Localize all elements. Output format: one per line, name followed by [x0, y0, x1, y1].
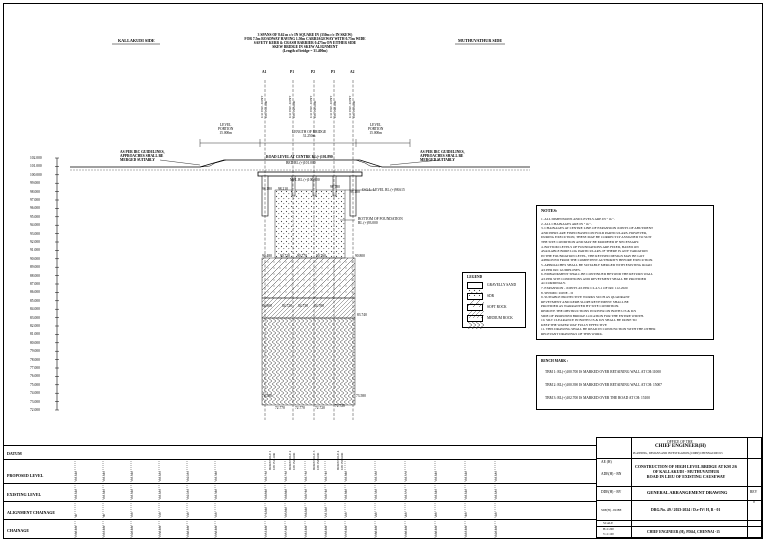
scale-label: 95.000 [30, 214, 40, 219]
joint-label-p1: C/O EXP. JOINT CH.1526.000 [288, 95, 296, 118]
borehole-1: BOREHOLE 1 CH:1511.000 [268, 450, 276, 470]
table-cell: 1600.000 [434, 525, 438, 537]
table-cell: 101.570 [404, 489, 408, 499]
note-line: RELEVANT DRAWINGS OF THIS WORK. [541, 332, 603, 336]
scale-label: 89.000 [30, 265, 40, 270]
left-side-label: KALLAKUDI SIDE [118, 38, 155, 43]
note-line: 3. CHAINAGES AT CENTRE LINE OF EXPANSION JOINTS OF ABUTMENT [541, 226, 654, 231]
tb-rev: REV [750, 490, 758, 494]
table-cell: 101.330 [374, 471, 378, 481]
note-line: APPROVED FROM THE COMPETENT AUTHORITY BEFORE EXECUTION. [541, 258, 654, 263]
title-block [596, 437, 762, 538]
level-72770-b: 72.770 [295, 406, 305, 410]
table-cell: 101.300 [214, 471, 218, 481]
scale-label: 72.000 [30, 408, 40, 412]
table-cell: 100 [130, 512, 134, 517]
level-90720: 90.720 [280, 254, 290, 258]
scale-label: 92.000 [30, 240, 40, 244]
scale-label: 78.000 [30, 357, 40, 362]
table-cell: 101.730 [264, 471, 268, 481]
level-98210: 98.210 [278, 187, 288, 191]
table-cell: 102.235 [186, 489, 190, 499]
table-cell: 160 [214, 512, 218, 517]
tb-dde: DDE(H) - BV [601, 490, 622, 494]
note-line: DURING EXECUTION, THESE MAY BE CORRECTLY ASSIGNED TO SUIT [541, 235, 652, 240]
scale-label: 73.000 [30, 399, 40, 404]
table-cell: 101.620 [74, 489, 78, 499]
note-line: 7. EXPANSION - JOINTS AS PER CL.4.5.1 OF IRC 112-2020 [541, 286, 628, 290]
scale-label: 97.000 [30, 198, 40, 202]
note-line: THE SITE CONDITION AND MAY BE MODIFIED IF NECESSARY. [541, 240, 639, 244]
note-line: 5. APPROACHES SHALL BE SUITABLY MERGED WITH EXISTING ROAD [541, 263, 652, 267]
table-cell: 101.745 [324, 471, 328, 481]
level-83740: 83.740 [357, 313, 367, 317]
table-cell: 100.800 [284, 489, 288, 499]
table-cell: 101.655 [494, 471, 498, 481]
header-line-3: SAFETY KERB & CRASH BARRIER 0.475m ON EITHER SIDE [253, 41, 357, 45]
table-cell: 1551.000 [264, 525, 268, 537]
tb-ae: AE (H) [601, 460, 612, 464]
tb-chief-footer: CHIEF ENGINEER (H), PD&I, CHENNAI -15 [647, 530, 720, 534]
scale-label: 84.000 [30, 307, 40, 312]
scale-label: 98.000 [30, 189, 40, 194]
table-cell: 1557.000 [284, 525, 288, 537]
table-cell: 1565.000 [324, 525, 328, 537]
level-84730: 84.730 [298, 304, 308, 308]
legend-swatch-medrock [467, 315, 483, 322]
note-line: REVETMENT AND KERB SLOPE REVETMENT SHALL BE [541, 299, 629, 304]
level-84780: 84.780 [314, 304, 324, 308]
scale-label: 81.000 [30, 332, 40, 337]
scale-label: 101.000 [30, 164, 42, 169]
note-line: 1. ALL DIMENSIONS AND LEVELS ARE IN " m ". [541, 217, 615, 221]
scale-label: 76.000 [30, 374, 40, 379]
notes-title: NOTES: [541, 208, 558, 213]
scale-label: 77.000 [30, 366, 40, 370]
header-line-2: FOR 7.5m ROADWAY HAVING 1.50m CARRIAGEWAY WITH 0.75m WIDE [244, 37, 366, 41]
column-letter-a1: A1 [262, 70, 267, 74]
note-line: AS PER IRC GUIDELINES. [541, 267, 581, 272]
note-line: 2. ALL CHAINAGES ARE IN " m ". [541, 221, 592, 226]
scale-label: 91.000 [30, 248, 40, 253]
note-line: AND PIERS ARE FIXED BASED ON FOLD PARTICULARS. HOWEVER, [541, 230, 648, 235]
table-cell: 183.900 [284, 507, 288, 517]
tb-scale-h: H=1:200 [603, 527, 614, 531]
legend-title: LEGEND [467, 275, 483, 279]
table-cell: 100.700 [304, 489, 308, 499]
joint-label-a2: C/O EXP. JOINT CH.1553.000 [348, 95, 356, 118]
note-line: 6. EMBANKMENT SHALL BE CONTINUED BEYOND THE RETURN WALL [541, 272, 654, 277]
guideline-right: AS PER IRC GUIDELINES, APPROACHES SHALL BE MERGED SUITABLY [420, 150, 465, 162]
table-cell: 60 [74, 514, 78, 517]
scale-label: 85.000 [30, 298, 40, 303]
scale-label: 90.000 [30, 256, 40, 261]
column-letter-p3: P3 [331, 70, 335, 74]
note-line: 9. SUITABLE PROTECTIVE WORKS SUCH AS QUADRANT [541, 295, 630, 300]
column-letter-a2: A2 [350, 70, 355, 74]
table-cell: 101.665 [102, 489, 106, 499]
note-line: 11. THIS DRAWING SHALL BE READ IN CONJUNCTION WITH THE OTHER [541, 327, 656, 332]
scale-label: 94.000 [30, 223, 40, 228]
table-cell: 1590.000 [404, 525, 408, 537]
row-label-existing: EXISTING LEVEL [7, 492, 42, 497]
note-line: AVAILABLE BORE LOG PARTICULARS. IF THERE IS ANY VARIATION [541, 249, 648, 254]
row-label-chainage: CHAINAGE [7, 528, 30, 533]
table-cell: 101.820 [130, 489, 134, 499]
level-98180: 98.180 [262, 187, 272, 191]
legend-swatch-sdr [467, 293, 483, 300]
table-cell: 101.800 [344, 489, 348, 499]
stratum-soft-rock [262, 298, 355, 318]
table-cell: 1561.000 [304, 525, 308, 537]
legend-swatch-gravel [467, 282, 483, 289]
table-cell: 1620.000 [494, 525, 498, 537]
table-cell: 194.600 [304, 507, 308, 517]
scale-label: 86.000 [30, 290, 40, 295]
dim-level-portion-left: LEVEL PORTION 15.000m [218, 123, 234, 135]
note-line: PROVIDED AS WARRANTED BY SITE CONDITION. [541, 304, 620, 309]
note-line: IN THE FOUNDATION LEVEL, THE REVISED DESIGN MAY BE GOT [541, 253, 645, 258]
row-label-proposed: PROPOSED LEVEL [7, 473, 44, 478]
header-line-1: 3 SPANS OF 8.62 m c/c IN SQUARE IN (330m c/c IN SKEW) [257, 33, 353, 37]
tb-sdde: SDE(H) - P.DBE [601, 508, 622, 512]
notes-panel [536, 205, 714, 340]
deck [258, 172, 362, 176]
table-cell: 1530.000 [158, 525, 162, 537]
note-line: ACCORDINGLY. [541, 281, 566, 286]
level-90760: 90.760 [316, 254, 326, 258]
foundation-label: BOTTOM OF FOUNDATION RL (+)93.000 [358, 217, 403, 225]
column-letter-p1: P1 [290, 70, 294, 74]
legend [462, 272, 526, 328]
table-cell: 280 [434, 512, 438, 517]
table-cell: 80 [102, 514, 106, 517]
scale-label: 93.000 [30, 231, 40, 236]
table-cell: 220 [344, 512, 348, 517]
scale-label: 82.000 [30, 324, 40, 328]
guideline-left: AS PER IRC GUIDELINES, APPROACHES SHALL BE MERGED SUITABLY [120, 150, 165, 162]
joint-label-p3: C/O EXP. JOINT CH.1541.000 [329, 95, 337, 118]
table-cell: 1610.000 [464, 525, 468, 537]
table-cell: 101.570 [404, 471, 408, 481]
note-line: REMOVE THE OBSTRUCTIONS IN RIVER ON BOTH U/S & D/S [541, 309, 637, 313]
table-cell: 1500.000 [74, 525, 78, 537]
table-cell: 260 [404, 512, 408, 517]
level-72720-c: 72.720 [315, 406, 325, 410]
level-90770: 90.770 [297, 254, 307, 258]
table-cell: 101.800 [344, 471, 348, 481]
stratum-sdr [262, 258, 355, 298]
bench-mark-panel [536, 355, 714, 410]
bench-mark-3: TBM 3: RL(+)102.700 IS MARKED OVER THE ROAD AT CH: 15100 [545, 396, 651, 400]
level-90800: 90.800 [355, 254, 365, 258]
level-98100: 98.100 [350, 190, 360, 194]
joint-label-a1: C/O EXP. JOINT CH.1511.000 [260, 95, 268, 118]
scale-label: 100.000 [30, 172, 42, 177]
table-cell: 1510.000 [102, 525, 106, 537]
table-cell: 1550.000 [214, 525, 218, 537]
table-cell: 300 [464, 512, 468, 517]
scale-label: 75.000 [30, 382, 40, 387]
table-cell: 101.730 [284, 471, 288, 481]
note-line: 8. SEISMIC ZONE - II [541, 290, 573, 295]
table-cell: 101.655 [494, 489, 498, 499]
table-cell: 101.665 [102, 471, 106, 481]
bench-mark-title: BENCH MARK : [541, 359, 569, 363]
legend-label-gravel: GRAVELLY SAND [487, 283, 517, 287]
note-line: SIDE OF PROPOSED BRIDGE LOCATION FOR THE ENTIRE WIDTH. [541, 313, 644, 318]
table-cell: 101.665 [434, 489, 438, 499]
table-cell: 101.665 [434, 471, 438, 481]
bed-level-label: BED RL (+)101.000 [286, 161, 316, 165]
ogl-label: O.G.L. LEVEL RL (+)98.615 [362, 188, 405, 192]
legend-swatch-softrock [467, 304, 483, 311]
road-level-label: ROAD LEVEL AT CENTRE RL(+)101.890 [266, 155, 333, 159]
stratum-gravelly-sand [275, 190, 345, 258]
borehole-3: BOREHOLE 3 CH:1533.000 [312, 450, 320, 470]
scale-label: 74.000 [30, 391, 40, 396]
scale-label: 88.000 [30, 273, 40, 278]
tb-chief: CHIEF ENGINEER(H) [655, 444, 706, 449]
scale-label: 79.000 [30, 349, 40, 354]
table-cell: 140 [186, 512, 190, 517]
level-73580: 73.580 [356, 394, 366, 398]
table-cell: 320 [494, 512, 498, 517]
tb-office: OFFICE OF THE [667, 440, 693, 444]
legend-label-sdr: SDR [487, 294, 494, 298]
table-cell: 101.730 [304, 471, 308, 481]
drawing-header [240, 33, 370, 53]
level-84720: 84.720 [282, 304, 292, 308]
mfl-label: MFL RL (+)100.900 [290, 178, 320, 182]
borehole-4: BOREHOLE 4 CH:1553.000 [336, 450, 344, 470]
table-cell: 101.620 [74, 471, 78, 481]
table-cell: 101.620 [464, 489, 468, 499]
note-line: AS PER SITE CONDITIONS AND REVETMENT SHALL BE PROVIDED [541, 276, 647, 281]
level-72770-a: 72.770 [275, 406, 285, 410]
profile-table [3, 445, 596, 539]
table-cell: 1520.000 [130, 525, 134, 537]
scale-label: 87.000 [30, 282, 40, 286]
header-line-4: SKEW BRIDGE IN SKEW ALIGNMENT [272, 45, 338, 49]
table-cell: 1570.000 [344, 525, 348, 537]
table-cell: 102.235 [186, 471, 190, 481]
bench-mark-2: TBM 2: RL(+)100.390 IS MARKED OVER RETAINING WALL AT CH: 15007 [545, 383, 662, 387]
level-90480: 90.480 [262, 254, 272, 258]
legend-label-medrock: MEDIUM ROCK [487, 316, 513, 320]
column-letter-p2: P2 [311, 70, 315, 74]
dim-level-portion-right: LEVEL PORTION 15.000m [368, 123, 384, 135]
borehole-2: BOREHOLE 2 CH:1520.000 [288, 450, 296, 470]
level-72720-d: 72.720 [335, 404, 345, 408]
tb-scale-v: V=1:100 [603, 532, 614, 536]
row-label-alignment: ALIGNMENT CHAINAGE [7, 510, 56, 515]
tb-office-sub: PLANNING, DESIGNS AND INVESTIGATION,(CDIPP) CHENNAI 600 015 [633, 452, 723, 455]
dim-length-of-bridge: LENGTH OF BRIDGE 31.250m [292, 130, 327, 138]
table-cell: 100.740 [324, 489, 328, 499]
bench-mark-1: TBM 1: RL(+)100.700 IS MARKED OVER RETAINING WALL AT CH:11000 [545, 370, 661, 374]
scale-label: 102.000 [30, 156, 42, 160]
table-cell: 101.300 [214, 489, 218, 499]
table-cell: 174.000 [264, 507, 268, 517]
table-cell: 101.330 [374, 489, 378, 499]
table-cell: 100.900 [264, 489, 268, 499]
tb-rev-val: 0 [753, 500, 755, 504]
right-side-label: MUTHUVATHUR SIDE [458, 38, 503, 43]
table-cell: 101.635 [158, 489, 162, 499]
table-cell: 101.820 [130, 471, 134, 481]
joint-label-p2: C/O EXP. JOINT CH.1533.000 [309, 95, 317, 118]
table-cell: 120 [158, 512, 162, 517]
tb-project: CONSTRUCTION OF HIGH LEVEL BRIDGE AT KM 2/6 OF KALLAKUDI - MUTHUVATHUR ROAD IN LIEU OF EXISTING CAUSEWAY [635, 464, 738, 479]
scale-label: 83.000 [30, 315, 40, 320]
level-98780: 98.780 [330, 185, 340, 189]
scale-label: 80.000 [30, 340, 40, 345]
header-line-5: (Length of bridge = 31.400m) [282, 49, 328, 53]
level-74580: 74.580 [262, 394, 272, 398]
tb-scale-label: SCALE [603, 521, 614, 525]
level-84800: 84.800 [262, 304, 272, 308]
table-cell: 1540.000 [186, 525, 190, 537]
tb-drawing: GENERAL ARRANGEMENT DRAWING [647, 490, 728, 495]
table-cell: 101.620 [464, 471, 468, 481]
row-label-datum: DATUM [7, 451, 22, 456]
scale-label: 96.000 [30, 206, 40, 211]
stratum-medium-rock [262, 318, 355, 405]
tb-ade: ADE(H) - BN [601, 472, 622, 476]
table-cell: 1580.000 [374, 525, 378, 537]
legend-label-softrock: SOFT ROCK [487, 305, 507, 309]
table-cell: 240 [374, 512, 378, 517]
note-line: 4. BOTTOM LEVELS OF FOUNDATIONS ARE FIXED, BASED ON [541, 244, 639, 249]
note-line: 10. SILT CLEARANCE IN BOTH U/S & D/S SHALL BE DONE TO [541, 318, 637, 323]
tb-drg-no: DRG.No. 49 / 2023-2024 / D.e-IV/ H, B - 01 [651, 508, 721, 512]
table-cell: 101.635 [158, 471, 162, 481]
scale-label: 99.000 [30, 181, 40, 186]
note-line: KEEP THE WATER WAY FULLY EFFECTIVE [541, 322, 607, 327]
table-cell: 211.410 [324, 507, 328, 517]
